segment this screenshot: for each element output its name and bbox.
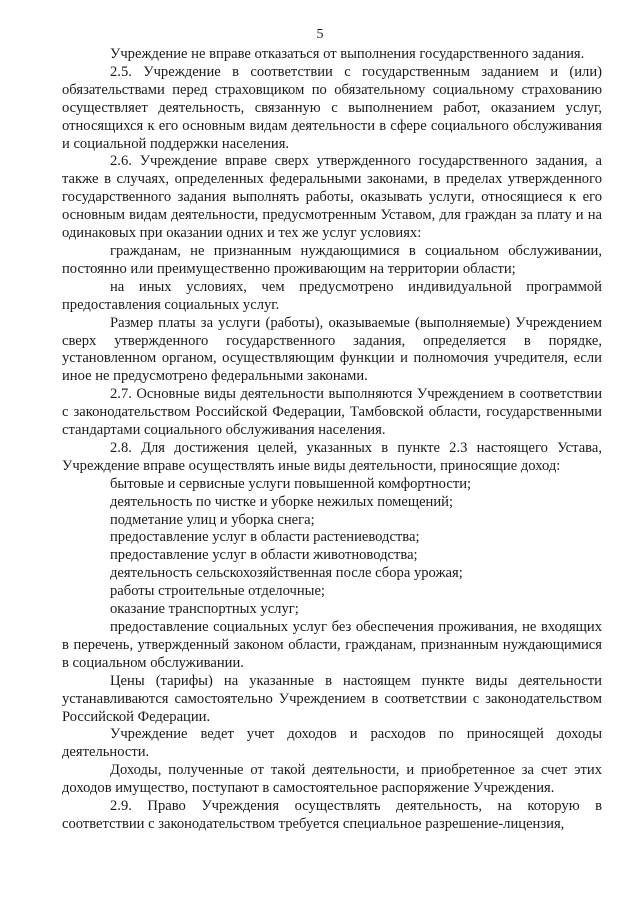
paragraph-2-5: 2.5. Учреждение в соответствии с государственным заданием и (или) обязательствами перед страховщиком по обязательному социальному страхованию осуществляет деятельность, связанную с выполнением работ, оказанием услуг, относящихся к его основным видам деятельности в сфере социального обслуживания и социальной поддержки населения. xyxy=(62,63,602,152)
list-item-activity: работы строительные отделочные; xyxy=(110,583,325,600)
document-body xyxy=(62,46,602,834)
list-item-activity: предоставление услуг в области растениеводства; xyxy=(110,529,420,546)
page-number: 5 xyxy=(316,27,324,42)
list-item-activity: оказание транспортных услуг; xyxy=(110,601,299,618)
paragraph-2-8: 2.8. Для достижения целей, указанных в пункте 2.3 настоящего Устава, Учреждение вправе осуществлять иные виды деятельности, приносящие доход: xyxy=(62,439,602,474)
paragraph-accounting: Учреждение ведет учет доходов и расходов по приносящей доходы деятельности. xyxy=(62,726,602,761)
list-item-activity: деятельность по чистке и уборке нежилых помещений; xyxy=(110,493,454,510)
paragraph-2-6: 2.6. Учреждение вправе сверх утвержденного государственного задания, а также в случаях, определенных федеральными законами, в пределах утвержденного государственного задания выполнять работы, оказывать услуги, относящиеся к его основным видам деятельности, предусмотренным Уставом, для граждан за плату и на одинаковых при оказании одних и тех же услуг условиях: xyxy=(62,153,602,242)
paragraph-fee-size: Размер платы за услуги (работы), оказываемые (выполняемые) Учреждением сверх утвержденного государственного задания, определяется в порядке, установленном органом, осуществляющим функции и полномочия учредителя, если иное не предусмотрено федеральными законами. xyxy=(62,314,602,385)
paragraph-2-7: 2.7. Основные виды деятельности выполняются Учреждением в соответствии с законодательством Российской Федерации, Тамбовской области, государственными стандартами социального обслуживания населения. xyxy=(62,386,602,439)
paragraph-income: Доходы, полученные от такой деятельности, и приобретенное за счет этих доходов имущество, поступают в самостоятельное распоряжение Учреждения. xyxy=(62,762,602,797)
paragraph-task-refusal: Учреждение не вправе отказаться от выполнения государственного задания. xyxy=(110,46,585,62)
paragraph-condition-2: на иных условиях, чем предусмотрено индивидуальной программой предоставления социальных услуг. xyxy=(62,278,602,313)
paragraph-condition-1: гражданам, не признанным нуждающимися в социальном обслуживании, постоянно или преимущественно проживающим на территории области; xyxy=(62,242,602,277)
list-item-activity: предоставление услуг в области животноводства; xyxy=(110,547,418,564)
list-item-activity: подметание улиц и уборка снега; xyxy=(110,511,315,528)
list-item-activity: предоставление социальных услуг без обеспечения проживания, не входящих в перечень, утвержденный законом области, гражданам, признанным нуждающимися в социальном обслуживании. xyxy=(62,619,602,671)
list-item-activity: деятельность сельскохозяйственная после сбора урожая; xyxy=(110,565,463,582)
list-item-activity: бытовые и сервисные услуги повышенной комфортности; xyxy=(110,475,472,492)
paragraph-2-9: 2.9. Право Учреждения осуществлять деятельность, на которую в соответствии с законодательством требуется специальное разрешение-лицензия, xyxy=(62,798,602,832)
paragraph-prices: Цены (тарифы) на указанные в настоящем пункте виды деятельности устанавливаются самостоятельно Учреждением в соответствии с законодательством Российской Федерации. xyxy=(62,672,602,725)
